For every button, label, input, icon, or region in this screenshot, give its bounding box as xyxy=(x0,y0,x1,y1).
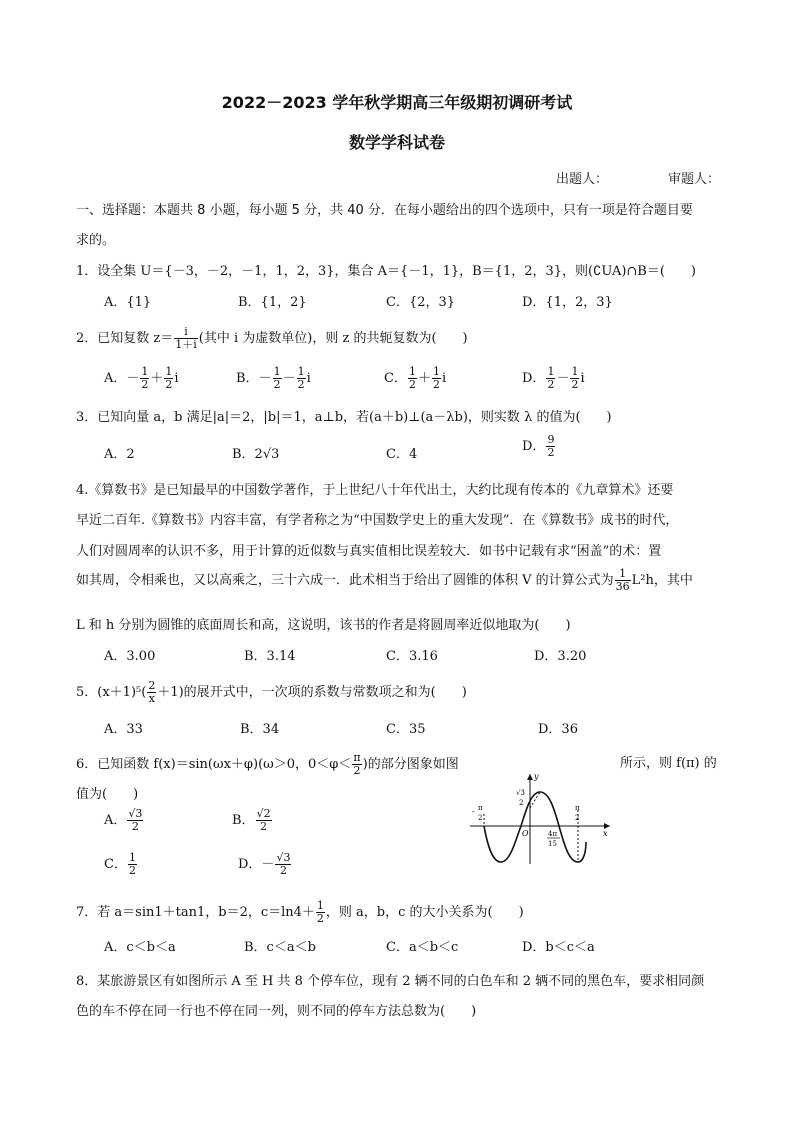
q2-a-frac1 xyxy=(140,366,149,391)
q6-option-c xyxy=(104,852,138,877)
q2-d-frac1-num: 1 xyxy=(547,365,555,378)
left-sign: - xyxy=(472,807,475,816)
q2-b-frac1-num: 1 xyxy=(273,365,281,378)
q3-d-num: 9 xyxy=(547,433,555,446)
q2-b-frac2-den: 2 xyxy=(297,378,305,391)
q1-option-a: A．{1} xyxy=(104,295,152,310)
left-tick-den: 2 xyxy=(478,814,483,822)
q2-c-frac1-den: 2 xyxy=(408,378,416,391)
q6-d-den: 2 xyxy=(279,864,287,877)
q2-a-post: i xyxy=(174,371,179,386)
q7-post: ，则 a，b，c 的大小关系为( ) xyxy=(325,905,524,920)
q6-b-den: 2 xyxy=(260,820,268,833)
q8-line2: 色的车不停在同一行也不停在同一列，则不同的停车方法总数为( ) xyxy=(76,1004,477,1019)
q2-d-frac1-den: 2 xyxy=(547,378,555,391)
q6-d-frac xyxy=(275,852,291,877)
q2-c-frac2-num: 1 xyxy=(432,365,440,378)
q5-post: ＋1)的展开式中，一次项的系数与常数项之和为( ) xyxy=(157,685,467,700)
q2-option-a xyxy=(104,366,179,391)
q2-d-frac2-num: 1 xyxy=(571,365,579,378)
q4-option-a: A．3.00 xyxy=(104,649,156,664)
right-tick-den: 2 xyxy=(575,814,580,822)
left-tick-num: π xyxy=(478,804,483,812)
q6-function-graph xyxy=(468,770,614,866)
q7-frac-num: 1 xyxy=(316,899,324,912)
q8-line1: 8．某旅游景区有如图所示 A 至 H 共 8 个停车位，现有 2 辆不同的白色车和 2 辆不同的黑色车，要求相同颜 xyxy=(76,974,705,989)
q5-option-b: B．34 xyxy=(240,722,280,737)
q7-fraction xyxy=(316,900,325,925)
q4-line1: 4.《算数书》是已知最早的中国数学著作，于上世纪八十年代出土，大约比现有传本的《九章算术》还要 xyxy=(76,483,674,498)
q6-b-pre: B． xyxy=(232,813,255,828)
q3-option-a: A．2 xyxy=(104,447,135,462)
q7-option-c: C．a＜b＜c xyxy=(386,940,459,955)
y-axis-arrow xyxy=(527,774,533,780)
q2-b-frac2 xyxy=(297,366,306,391)
q6-d-num: √3 xyxy=(276,851,291,864)
q2-d-post: i xyxy=(580,371,585,386)
q6-stem-right: 所示，则 f(π) 的 xyxy=(620,756,717,771)
q2-d-frac2 xyxy=(570,366,579,391)
q4-line4-post: L²h，其中 xyxy=(631,573,693,588)
q7-pre: 7．若 a＝sin1＋tan1，b＝2，c＝ln4＋ xyxy=(76,905,315,920)
q6-pre: 6．已知函数 f(x)＝sin(ωx＋φ)(ω＞0，0＜φ＜ xyxy=(76,757,352,772)
reviewer-label: 审题人： xyxy=(668,172,721,187)
q7-stem xyxy=(76,900,524,925)
q6-fraction xyxy=(352,752,361,777)
tick-4pi-den: 15 xyxy=(548,840,557,848)
q1-option-c: C．{2，3} xyxy=(386,295,456,310)
q7-frac-den: 2 xyxy=(316,912,324,925)
q2-b-pre: B．－ xyxy=(236,371,272,386)
exam-subtitle: 数学学科试卷 xyxy=(348,133,445,152)
q6-a-den: 2 xyxy=(131,820,139,833)
q2-b-post: i xyxy=(306,371,311,386)
q6-b-frac xyxy=(256,808,272,833)
q2-c-frac1-num: 1 xyxy=(408,365,416,378)
q1-option-d: D．{1，2，3} xyxy=(522,295,613,310)
tick-4pi-num: 4π xyxy=(548,830,558,838)
q2-b-frac1 xyxy=(273,366,282,391)
q2-c-frac2 xyxy=(432,366,441,391)
q5-pre: 5．(x＋1)⁵( xyxy=(76,685,147,700)
q3-stem: 3．已知向量 a，b 满足|a|＝2，|b|＝1，a⊥b，若(a＋b)⊥(a－λb)，则实数 λ 的值为( ) xyxy=(76,410,612,425)
section-heading-line2: 求的。 xyxy=(76,233,116,248)
q2-frac-den: 1＋i xyxy=(175,338,197,351)
q2-option-d xyxy=(522,366,585,391)
q2-a-frac2-den: 2 xyxy=(165,378,173,391)
q6-c-den: 2 xyxy=(128,864,136,877)
q6-line2: 值为( ) xyxy=(76,787,139,802)
q2-stem xyxy=(76,326,468,351)
q4-line3: 人们对圆周率的认识不多，用于计算的近似数与真实值相比误差较大．如书中记载有求“困盖”的术：置 xyxy=(76,544,662,559)
q6-d-pre: D．－ xyxy=(238,857,275,872)
q2-a-frac2 xyxy=(164,366,173,391)
q1-stem: 1．设全集 U＝{－3，－2，－1，1，2，3}，集合 A＝{－1，1}，B＝{1，2，3}，则(∁UA)∩B＝( ) xyxy=(76,264,696,279)
q3-option-c: C．4 xyxy=(386,447,418,462)
x-axis-label: x xyxy=(603,829,608,838)
q7-option-b: B．c＜a＜b xyxy=(244,940,316,955)
q6-option-a xyxy=(104,808,144,833)
y-axis-label: y xyxy=(534,772,539,781)
exam-title: 2022－2023 学年秋学期高三年级期初调研考试 xyxy=(221,93,573,112)
q4-line4-pre: 如其周，令相乘也，又以高乘之，三十六成一．此术相当于给出了圆锥的体积 V 的计算公式为 xyxy=(76,573,614,588)
q5-fraction xyxy=(147,680,156,705)
q4-line4 xyxy=(76,568,693,593)
q6-c-frac xyxy=(128,852,137,877)
q2-b-mid: － xyxy=(282,371,296,386)
q2-b-frac2-num: 1 xyxy=(297,365,305,378)
q2-d-frac2-den: 2 xyxy=(571,378,579,391)
q4-option-b: B．3.14 xyxy=(244,649,296,664)
q6-frac-den: 2 xyxy=(353,764,361,777)
q3-d-den: 2 xyxy=(547,446,555,459)
right-tick-num: π xyxy=(575,804,580,812)
q5-option-d: D．36 xyxy=(538,722,578,737)
peak-den: 2 xyxy=(519,799,524,807)
q6-frac-num: π xyxy=(353,751,361,764)
q6-a-pre: A． xyxy=(104,813,127,828)
q3-option-b: B．2√3 xyxy=(232,447,280,462)
q4-option-d: D．3.20 xyxy=(534,649,587,664)
q4-frac-num: 1 xyxy=(615,568,631,581)
q7-option-d: D．b＜c＜a xyxy=(522,940,595,955)
sine-curve xyxy=(484,792,586,862)
q2-option-b xyxy=(236,366,311,391)
q3-d-pre: D． xyxy=(522,439,546,454)
q3-option-d xyxy=(522,434,556,459)
q4-line5: L 和 h 分别为圆锥的底面周长和高，这说明，该书的作者是将圆周率近似地取为( ) xyxy=(76,618,571,633)
q2-fraction xyxy=(174,326,198,351)
q2-option-c xyxy=(384,366,446,391)
q2-frac-num: i xyxy=(174,326,198,339)
q5-frac-num: 2 xyxy=(148,679,156,692)
q6-post: )的部分图象如图 xyxy=(362,757,459,772)
q4-option-c: C．3.16 xyxy=(386,649,438,664)
q6-c-num: 1 xyxy=(128,851,136,864)
q2-b-frac1-den: 2 xyxy=(273,378,281,391)
q2-a-pre: A．－ xyxy=(104,371,140,386)
q4-fraction xyxy=(615,568,631,593)
q6-a-frac xyxy=(127,808,143,833)
q2-c-post: i xyxy=(441,371,447,386)
q2-c-pre: C． xyxy=(384,371,407,386)
q6-a-num: √3 xyxy=(128,807,143,820)
q2-stem-pre: 2．已知复数 z＝ xyxy=(76,331,174,346)
q5-option-a: A．33 xyxy=(104,722,143,737)
q2-d-mid: － xyxy=(556,371,570,386)
q2-c-frac1 xyxy=(408,366,417,391)
setter-label: 出题人： xyxy=(556,172,609,187)
q5-option-c: C．35 xyxy=(386,722,426,737)
q6-option-b xyxy=(232,808,273,833)
q2-a-mid: ＋ xyxy=(150,371,164,386)
q2-a-frac2-num: 1 xyxy=(165,365,173,378)
q6-c-pre: C． xyxy=(104,857,127,872)
q2-c-mid: ＋ xyxy=(417,371,431,386)
q2-a-frac1-den: 2 xyxy=(141,378,149,391)
q2-c-frac2-den: 2 xyxy=(432,378,440,391)
section-heading-line1: 一、选择题：本题共 8 小题，每小题 5 分，共 40 分．在每小题给出的四个选项中，只有一项是符合题目要 xyxy=(76,203,693,218)
origin-label: O xyxy=(522,829,529,838)
q4-line2: 早近二百年.《算数书》内容丰富，有学者称之为“中国数学史上的重大发现”．在《算数书》成书的时代， xyxy=(76,513,679,528)
q1-option-b: B．{1，2} xyxy=(238,295,307,310)
q2-stem-post: (其中 i 为虚数单位)，则 z 的共轭复数为( ) xyxy=(198,331,468,346)
q7-option-a: A．c＜b＜a xyxy=(104,940,176,955)
q6-b-num: √2 xyxy=(256,807,271,820)
q5-stem xyxy=(76,680,467,705)
q6-stem xyxy=(76,752,459,777)
q2-d-pre: D． xyxy=(522,371,546,386)
q2-a-frac1-num: 1 xyxy=(141,365,149,378)
q3-d-frac xyxy=(546,434,555,459)
q5-frac-den: x xyxy=(148,692,155,705)
q2-d-frac1 xyxy=(546,366,555,391)
peak-num: √3 xyxy=(516,789,525,797)
q4-frac-den: 36 xyxy=(615,580,630,593)
q6-option-d xyxy=(238,852,292,877)
